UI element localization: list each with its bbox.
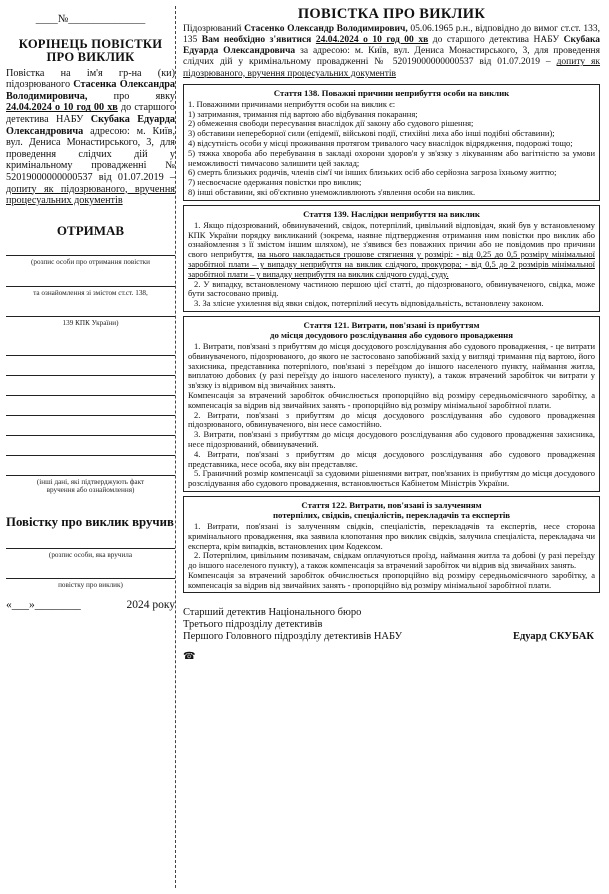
stub-date [6,600,175,612]
article-138-item: 4) відсутність особи у місці проживання протягом тривалого часу внаслідок відрядження, подорожі тощо; [188,138,573,148]
article-122-title-1: Стаття 122. Витрати, пов'язані із залученням [301,499,482,510]
articles-signature-line[interactable] [6,303,175,317]
intro-purpose: допиту як підозрюваного, вручення процесуальних документів [183,57,601,79]
article-121-para: 2. Витрати, пов'язані з прибуттям до місця досудового розслідування або судового провадження підозрюваного, обвинуваченого, він несе самостійно. [188,409,595,430]
stub-officer-name: Скубака Едуарда Олександровича [6,113,176,137]
article-139-para-1 [188,221,595,280]
caption-articles: 139 КПК України) [62,319,119,328]
intro-suspect-name: Стасенко Олександр Володимирович, [244,23,408,34]
stub-to-officer: до старшого детектива НАБУ [6,102,176,125]
stub-returned-title: Повістку про виклик вручив [6,514,174,529]
article-121-title [188,320,595,340]
stub-title: КОРІНЕЦЬ ПОВІСТКИ ПРО ВИКЛИК [18,36,163,64]
article-121-para: Компенсація за втрачений заробіток обчислюється пропорційно від розміру середньомісячного заробітку, а компенсація за відрив від звичайних занять - пропорційно від розміру мінімальної заробітної плати. [188,389,595,410]
article-139-para-3: 3. За злісне ухилення від явки свідок, потерпілий несуть відповідальність, встановлену законом. [194,298,544,309]
article-121-para: 4. Витрати, пов'язані з прибуттям до місця досудового розслідування або судового провадження представника, несе особа, яку він представляє. [188,448,595,469]
intro-part-2: 05.06.1965 р.н., відповідно до вимог ст.ст. 133, 135 [183,23,601,45]
stub-date-left[interactable]: «___»________ [6,598,81,611]
other-data-line-1[interactable] [6,342,175,356]
article-122-para: Компенсація за втрачений заробіток обчислюється пропорційно від розміру середньомісячного заробітку, а компенсація за відрив від звичайних занять - пропорційно від розміру мінімальної заробітної плати. [188,569,595,590]
article-121-title-2: до місця досудового розслідування або судового провадження [270,329,513,340]
article-122-para: 2. Потерпілим, цивільним позивачам, свідкам оплачуються проїзд, наймання житла та добові (у разі переїзду до іншого населеного пункту), а також компенсація за втрачений заробіток чи відрив від звичайних занять. [188,550,595,571]
summons-section [183,8,600,888]
other-data-line-7[interactable] [6,462,175,476]
caption-who-served: (розпис особи, яка вручила [48,550,133,559]
article-138-title: Стаття 138. Поважні причини неприбуття особи на виклик [273,87,510,98]
footer-line-3: Першого Головного підрозділу детективів НАБУ [183,631,403,643]
served-by-signature-line[interactable] [6,535,175,549]
stub-body-prefix: Повістка на ім'я гр-на (ки) підозрюваного [6,67,175,91]
phone-row [183,643,600,662]
caption-familiar: та ознайомлення зі змістом ст.ст. 138, [33,288,148,297]
article-139-para-1b: на нього накладається грошове стягнення у розмірі: - від 0,25 до 0,5 розміру мінімальної заробітної плати – у випадку неприбуття на виклик слідчого, прокурора; - від 0,5 до 2 розмірів мінімальної заробітної плати – у випадку неприбуття на виклик слідчого судді, суду. [188,249,595,279]
summons-title: ПОВІСТКА ПРО ВИКЛИК [297,6,486,22]
other-data-line-4[interactable] [6,402,175,416]
article-138-box [183,84,600,201]
article-138-item: 1) затримання, тримання під вартою або відбування покарання; [188,108,418,119]
caption-notice: повістку про виклик) [58,581,123,590]
stub-address: адресою: м. Київ, вул. Дениса Монастирського, 3, для проведення слідчих дій у кримінальному провадженні № 52019000000000537 від 01.07.2019 – [6,125,175,183]
stub-section [6,6,176,888]
article-121-para: 3. Витрати, пов'язані з прибуттям до місця досудового розслідування або судового провадження захисника, несе підозрюваний, обвинувачений. [188,429,595,449]
caption-served: вручення або ознайомлення) [46,486,135,495]
intro-part-4: за адресою: м. Київ, вул. Дениса Монастирського, 3, для проведення слідчих дій у кримінальному провадженні № 52019000000000537 від 01.07.2019 – [183,46,600,68]
footer-line-2: Третього підрозділу детективів [183,619,323,631]
article-139-para-1a: 1. Якщо підозрюваний, обвинувачений, свідок, потерпілий, цивільний відповідач, який був у встановленому КПК України порядку викликаний (зокрема, наявне підтвердження отримання ним повістки про виклик або ознайомлення з її змістом іншим шляхом), не з'явився без поважних причин або не повідомив про причини свого неприбуття, [188,219,595,260]
stub-body [6,68,175,207]
article-122-para: 1. Витрати, пов'язані із залученням свідків, спеціалістів, перекладачів та експертів, несе сторона кримінального провадження, яка заявила клопотання про виклик свідків, залучила спеціаліста, перекладача чи експерта, крім випадків, встановлених цим Кодексом. [188,520,595,551]
article-121-para: 1. Витрати, пов'язані з прибуттям до місця досудового розслідування або судового провадження, - це витрати обвинуваченого, підозрюваного, до якого не застосовано запобіжний захід у вигляді тримання під вартою, його захисника, представника потерпілого, пов'язані з переїздом до іншого населеного пункту, наймання житла, виплатою добових (у разі переїзду до іншого населеного пункту), а також втрачений заробіток чи витрати у зв'язку із відривом від звичайних занять. [188,340,595,391]
intro-need: Вам необхідно з'явитися [201,35,312,45]
stub-date-right: 2024 року [126,598,175,611]
other-data-line-6[interactable] [6,442,175,456]
intro-officer-name: Скубака Едуарда Олександровича [183,35,601,57]
familiar-signature-line[interactable] [6,273,175,287]
article-139-para-2: 2. У випадку, встановленому частиною першою цієї статті, до підозрюваного, обвинуваченого, свідка, може бути застосовано привід. [188,278,595,299]
article-138-item: 7) несвоєчасне одержання повістки про виклик; [188,177,362,188]
intro-part-1: Підозрюваний [183,23,242,34]
intro-part-3: до старшого детектива НАБУ [432,35,560,45]
article-138-item: 8) інші обставини, які об'єктивно унеможливлюють з'явлення особи на виклик. [188,186,476,197]
footer-line-1: Старший детектив Національного бюро [183,607,362,619]
article-121-para: 5. Граничний розмір компенсації за судовими рішеннями витрат, пов'язаних із прибуттям до місця досудового розслідування або судового провадження, встановлюється Кабінетом Міністрів України. [188,468,595,489]
article-139-box [183,205,600,312]
article-139-title: Стаття 139. Наслідки неприбуття на виклик [303,208,480,219]
other-data-line-5[interactable] [6,422,175,436]
article-122-title [188,500,595,520]
stub-purpose: допиту як підозрюваного, вручення процесуальних документів [6,183,175,207]
caption-other-data: (інші дані, які підтверджують факт [36,477,145,486]
summons-intro [183,24,600,80]
phone-icon: ☎ [183,650,196,662]
intro-datetime: 24.04.2024 о 10 год 00 хв [315,35,429,45]
footer-officer-name: Едуард СКУБАК [512,631,594,643]
article-122-title-2: потерпілих, свідків, спеціалістів, перекладачів та експертів [272,509,511,520]
signature-block [183,607,600,643]
other-data-line-2[interactable] [6,362,175,376]
stub-number-line: ____№______________ [35,13,146,25]
stub-to: про явку [113,90,175,102]
caption-sign-obtain: (розпис особи про отримання повістки [31,258,150,267]
article-138-item: 6) смерть близьких родичів, членів сім'ї чи інших близьких осіб або серйозна загроза їхньому життю; [188,167,557,178]
obtain-signature-line[interactable] [6,242,175,256]
stub-obtained-title: ОТРИМАВ [56,222,125,238]
article-138-item: 1. Поважними причинами неприбуття особи на виклик є: [188,98,396,109]
article-138-item: 3) обставини непереборної сили (епідемії, військові події, стихійні лиха або інші подібні обставини); [188,128,555,139]
article-121-title-1: Стаття 121. Витрати, пов'язані із прибуттям [303,319,480,330]
article-121-box [183,316,600,492]
article-138-item: 2) обмеження свободи пересування внаслідок дії закону або судового рішення; [188,118,474,129]
served-notice-line[interactable] [6,565,175,579]
other-data-line-3[interactable] [6,382,175,396]
stub-datetime: 24.04.2024 о 10 год 00 хв [6,102,118,114]
article-122-box [183,496,600,594]
article-138-item: 5) тяжка хвороба або перебування в закладі охорони здоров'я у зв'язку з лікуванням або вагітністю за умови неможливості тимчасово залишити цей заклад; [188,147,595,168]
stub-suspect-name: Стасенка Олександра Володимировича, [6,79,175,102]
